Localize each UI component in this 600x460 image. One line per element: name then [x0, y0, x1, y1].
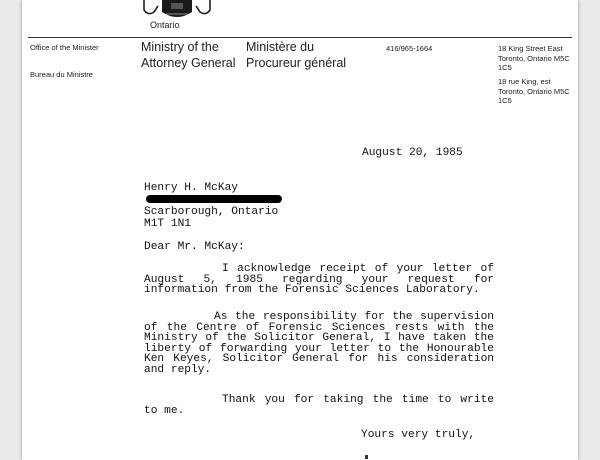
office-of-minister-fr: Bureau du Ministre — [30, 70, 93, 79]
signature-stroke — [365, 455, 368, 459]
ministry-name-en: Ministry of the Attorney General — [141, 40, 236, 70]
addressee-postal-code: M1T 1N1 — [144, 218, 191, 230]
letter-date: August 20, 1985 — [362, 147, 463, 159]
crest-label: Ontario — [150, 20, 180, 30]
body-paragraph: As the responsibility for the supervision of the Centre of Forensic Sciences rests with the Ministry of the Solicitor General, I have taken the liberty of forwarding your letter to the Honourable Ken Keyes, Solicitor General for his consideration and reply. — [144, 311, 494, 376]
office-of-minister-en: Office of the Minister — [30, 43, 99, 52]
salutation: Dear Mr. McKay: — [144, 241, 245, 253]
body-paragraph: Thank you for taking the time to write to me. — [144, 394, 494, 417]
addressee-city: Scarborough, Ontario — [144, 206, 279, 218]
ministry-address-en: 18 King Street East Toronto, Ontario M5C 1C5 — [498, 44, 570, 72]
ministry-name-fr: Ministère du Procureur général — [246, 40, 347, 70]
ministry-phone: 416/965-1664 — [386, 44, 433, 53]
closing: Yours very truly, — [361, 429, 476, 441]
addressee-name: Henry H. McKay — [144, 182, 238, 194]
ministry-address-fr: 18 rue King, est Toronto, Ontario M5C 1C5 — [498, 77, 570, 105]
body-paragraph: I acknowledge receipt of your letter of August 5, 1985 regarding your request for information from the Forensic Sciences Laboratory. — [144, 263, 494, 296]
letter-page — [22, 0, 578, 460]
ontario-crest-logo — [140, 0, 214, 22]
letterhead-divider — [28, 37, 572, 38]
redaction-mark — [146, 195, 282, 203]
